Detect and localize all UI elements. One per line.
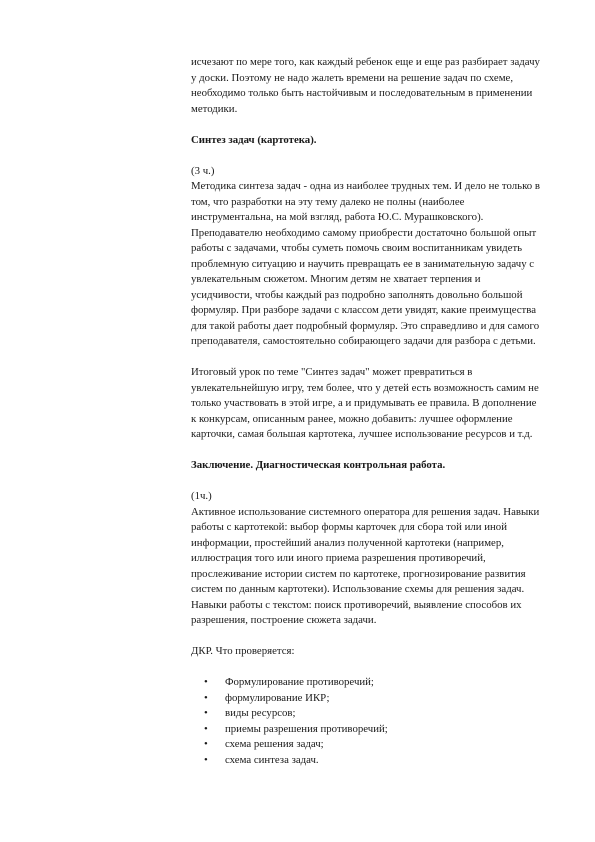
document-page [191,55,541,768]
list-item [191,706,541,722]
list-item-text: Формулирование противоречий; [225,676,374,688]
bullet-icon: • [204,753,208,766]
conclusion-hours: (1ч.) [191,490,212,502]
synthesis-paragraph-1: Методика синтеза задач - одна из наиболее трудных тем. И дело не только в том, что разработки на эту тему далеко не полны (наиболее инструментальна, на мой взгляд, работа Ю.С. Мурашковского). Преподавателю необходимо самому приобрести достаточно большой опыт работы с задачами, чтобы суметь помочь своим воспитанникам увидеть проблемную ситуацию и научить превращать ее в занимательную задачу с увлекательным сюжетом. Многим детям не хватает терпения и усидчивости, чтобы каждый раз подробно заполнять довольно большой формуляр. При разборе задачи с классом дети увидят, какие преимущества для такой работы дает подробный формуляр. Это справедливо и для самого преподавателя, самостоятельно собирающего задачи для разбора с детьми. [191,180,540,347]
dkr-label: ДКР. Что проверяется: [191,645,295,657]
synthesis-paragraph-2: Итоговый урок по теме "Синтез задач" может превратиться в увлекательнейшую игру, тем более, что у детей есть возможность самим не только участвовать в этой игре, а и придумывать ее правила. В дополнение к конкурсам, описанным ранее, можно добавить: лучшее оформление карточки, самая большая картотека, лучшее использование ресурсов и т.д. [191,366,539,440]
list-item-text: формулирование ИКР; [225,691,330,704]
list-item [191,737,541,753]
list-item-text: схема синтеза задач. [225,753,319,766]
list-item [191,722,541,738]
dkr-checklist [191,675,541,768]
synthesis-heading: Синтез задач (картотека). [191,133,317,146]
conclusion-heading: Заключение. Диагностическая контрольная работа. [191,459,446,471]
list-item [191,691,541,707]
intro-paragraph: исчезают по мере того, как каждый ребенок еще и еще раз разбирает задачу у доски. Поэтому не надо жалеть времени на решение задач по схеме, необходимо только быть настойчивым и последовательным в применении методики. [191,56,540,115]
list-item-text: приемы разрешения противоречий; [225,722,388,735]
list-item-text: схема решения задач; [225,738,324,750]
list-item-text: виды ресурсов; [225,707,296,719]
list-item [191,675,541,691]
bullet-icon: • [204,707,208,719]
conclusion-paragraph: Активное использование системного оператора для решения задач. Навыки работы с картотекой: выбор формы карточек для сбора той или иной информации, простейший анализ полученной картотеки (например, иллюстрация того или иного приема разрешения противоречий, прослеживание истории систем по картотеке, прогнозирование развития систем по данным картотеки). Использование схемы для решения задач. Навыки работы с текстом: поиск противоречий, выявление способов их разрешения, построение сюжета задачи. [191,505,540,626]
bullet-icon: • [204,691,208,704]
bullet-icon: • [204,722,208,735]
list-item [191,753,541,769]
synthesis-hours: (3 ч.) [191,164,215,177]
bullet-icon: • [204,738,208,750]
bullet-icon: • [204,676,208,688]
